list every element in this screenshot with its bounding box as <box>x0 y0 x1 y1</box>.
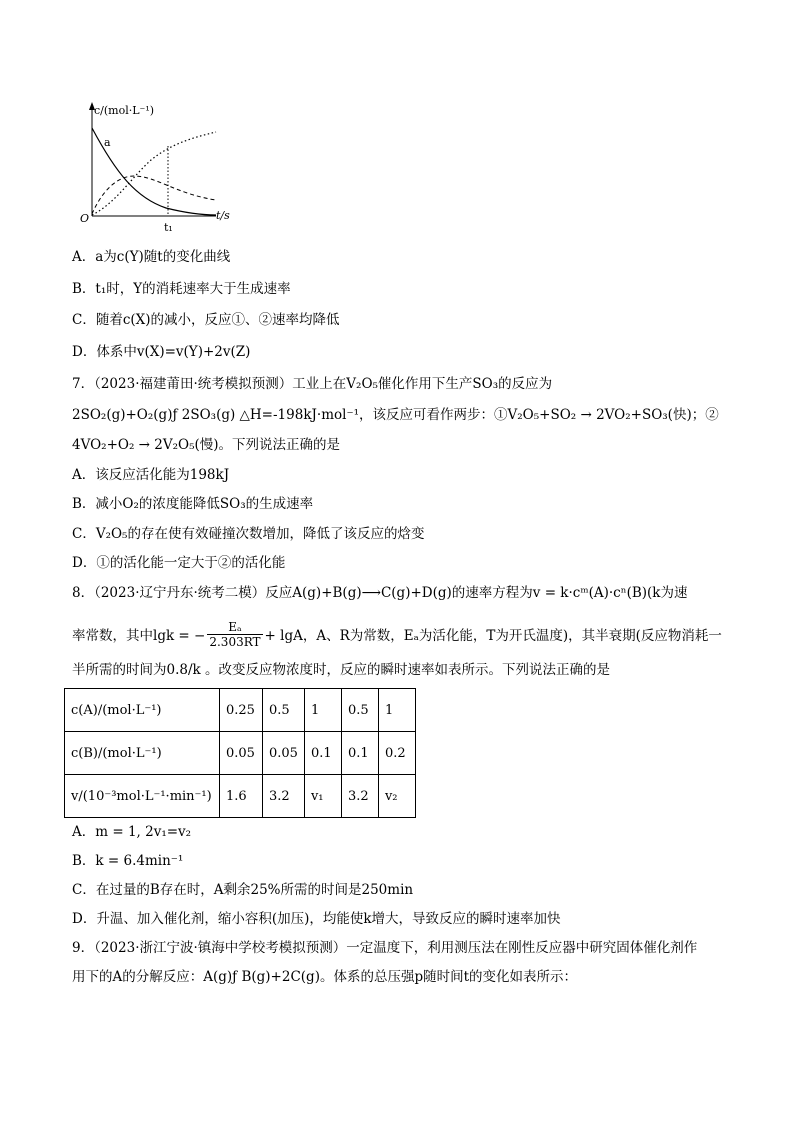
table-cell: 0.2 <box>378 732 415 775</box>
q7-option-a: A．该反应活化能为198kJ <box>72 467 230 483</box>
curve-a-label: a <box>104 136 111 149</box>
q7-option-d: D．①的活化能一定大于②的活化能 <box>72 555 286 571</box>
q6-option-d: D．体系中v(X)=v(Y)+2v(Z) <box>72 344 251 360</box>
q8-option-b: B．k = 6.4min⁻¹ <box>72 853 184 869</box>
q8-stem-line3: 半所需的时间为0.8/k 。改变反应物浓度时，反应的瞬时速率如表所示。下列说法正确的是 <box>72 662 610 678</box>
origin-label: O <box>80 212 90 225</box>
q7-stem-line3: 4VO₂+O₂ → 2V₂O₅(慢)。下列说法正确的是 <box>72 437 341 453</box>
row-head-v: v/(10⁻³mol·L⁻¹·min⁻¹) <box>65 775 220 818</box>
y-axis-label: c/(mol·L⁻¹) <box>94 104 155 117</box>
q8-option-c: C．在过量的B存在时，A剩余25%所需的时间是250min <box>72 882 414 898</box>
table-row <box>65 732 416 775</box>
table-cell: 0.05 <box>263 732 305 775</box>
rate-table <box>64 688 416 818</box>
row-head-ca: c(A)/(mol·L⁻¹) <box>65 689 220 732</box>
table-cell: 0.5 <box>263 689 305 732</box>
table-cell: 0.25 <box>220 689 263 732</box>
row-head-cb: c(B)/(mol·L⁻¹) <box>65 732 220 775</box>
table-cell: 0.05 <box>220 732 263 775</box>
table-cell: 1 <box>304 689 341 732</box>
table-cell: 1.6 <box>220 775 263 818</box>
q8-fraction-num: Eₐ <box>207 620 262 635</box>
q7-stem-line1: 7．（2023·福建莆田·统考模拟预测）工业上在V₂O₅催化作用下生产SO₃的反应为 <box>72 376 553 392</box>
q8-fraction <box>207 620 262 649</box>
q8-stem-line1: 8．（2023·辽宁丹东·统考二模）反应A(g)+B(g)⟶C(g)+D(g)的速率方程为v = k·cᵐ(A)·cⁿ(B)(k为速 <box>72 585 688 601</box>
table-cell: 0.1 <box>341 732 378 775</box>
curve-a-solid <box>92 128 216 215</box>
q6-option-b: B．t₁时，Y的消耗速率大于生成速率 <box>72 281 291 297</box>
table-cell: 1 <box>378 689 415 732</box>
curve-dashed <box>92 176 216 214</box>
q7-stem-line2: 2SO₂(g)+O₂(g)ƒ 2SO₃(g) △H=-198kJ·mol⁻¹，该反应可看作两步：①V₂O₅+SO₂ → 2VO₂+SO₃(快)；② <box>72 407 719 423</box>
q8-stem-line2 <box>72 622 722 651</box>
x-axis-label: t/s <box>216 209 230 222</box>
q8-option-a: A．m = 1, 2v₁=v₂ <box>72 824 192 840</box>
q9-stem-line1: 9．（2023·浙江宁波·镇海中学校考模拟预测）一定温度下，利用测压法在刚性反应器中研究固体催化剂作 <box>72 940 698 956</box>
table-cell: 0.1 <box>304 732 341 775</box>
t1-label: t₁ <box>164 221 173 234</box>
table-cell: v₁ <box>304 775 341 818</box>
q9-stem-line2: 用下的A的分解反应：A(g)ƒ B(g)+2C(g)。体系的总压强p随时间t的变化如表所示： <box>72 969 578 985</box>
q6-option-c: C．随着c(X)的减小，反应①、②速率均降低 <box>72 312 340 328</box>
concentration-time-figure <box>76 98 276 234</box>
table-cell: 3.2 <box>341 775 378 818</box>
table-row <box>65 775 416 818</box>
q7-option-c: C．V₂O₅的存在使有效碰撞次数增加，降低了该反应的焓变 <box>72 526 425 542</box>
q8-line2-post: + lgA，A、R为常数，Eₐ为活化能，T为开氏温度)，其半衰期(反应物消耗一 <box>264 628 722 644</box>
q8-line2-pre: 率常数，其中lgk = − <box>72 628 206 644</box>
q8-option-d: D．升温、加入催化剂，缩小容积(加压)，均能使k增大，导致反应的瞬时速率加快 <box>72 911 561 927</box>
table-cell: 0.5 <box>341 689 378 732</box>
q7-option-b: B．减小O₂的浓度能降低SO₃的生成速率 <box>72 496 314 512</box>
table-cell: v₂ <box>378 775 415 818</box>
q8-fraction-den: 2.303RT <box>209 635 261 649</box>
table-cell: 3.2 <box>263 775 305 818</box>
table-row <box>65 689 416 732</box>
q6-option-a: A．a为c(Y)随t的变化曲线 <box>72 249 231 265</box>
